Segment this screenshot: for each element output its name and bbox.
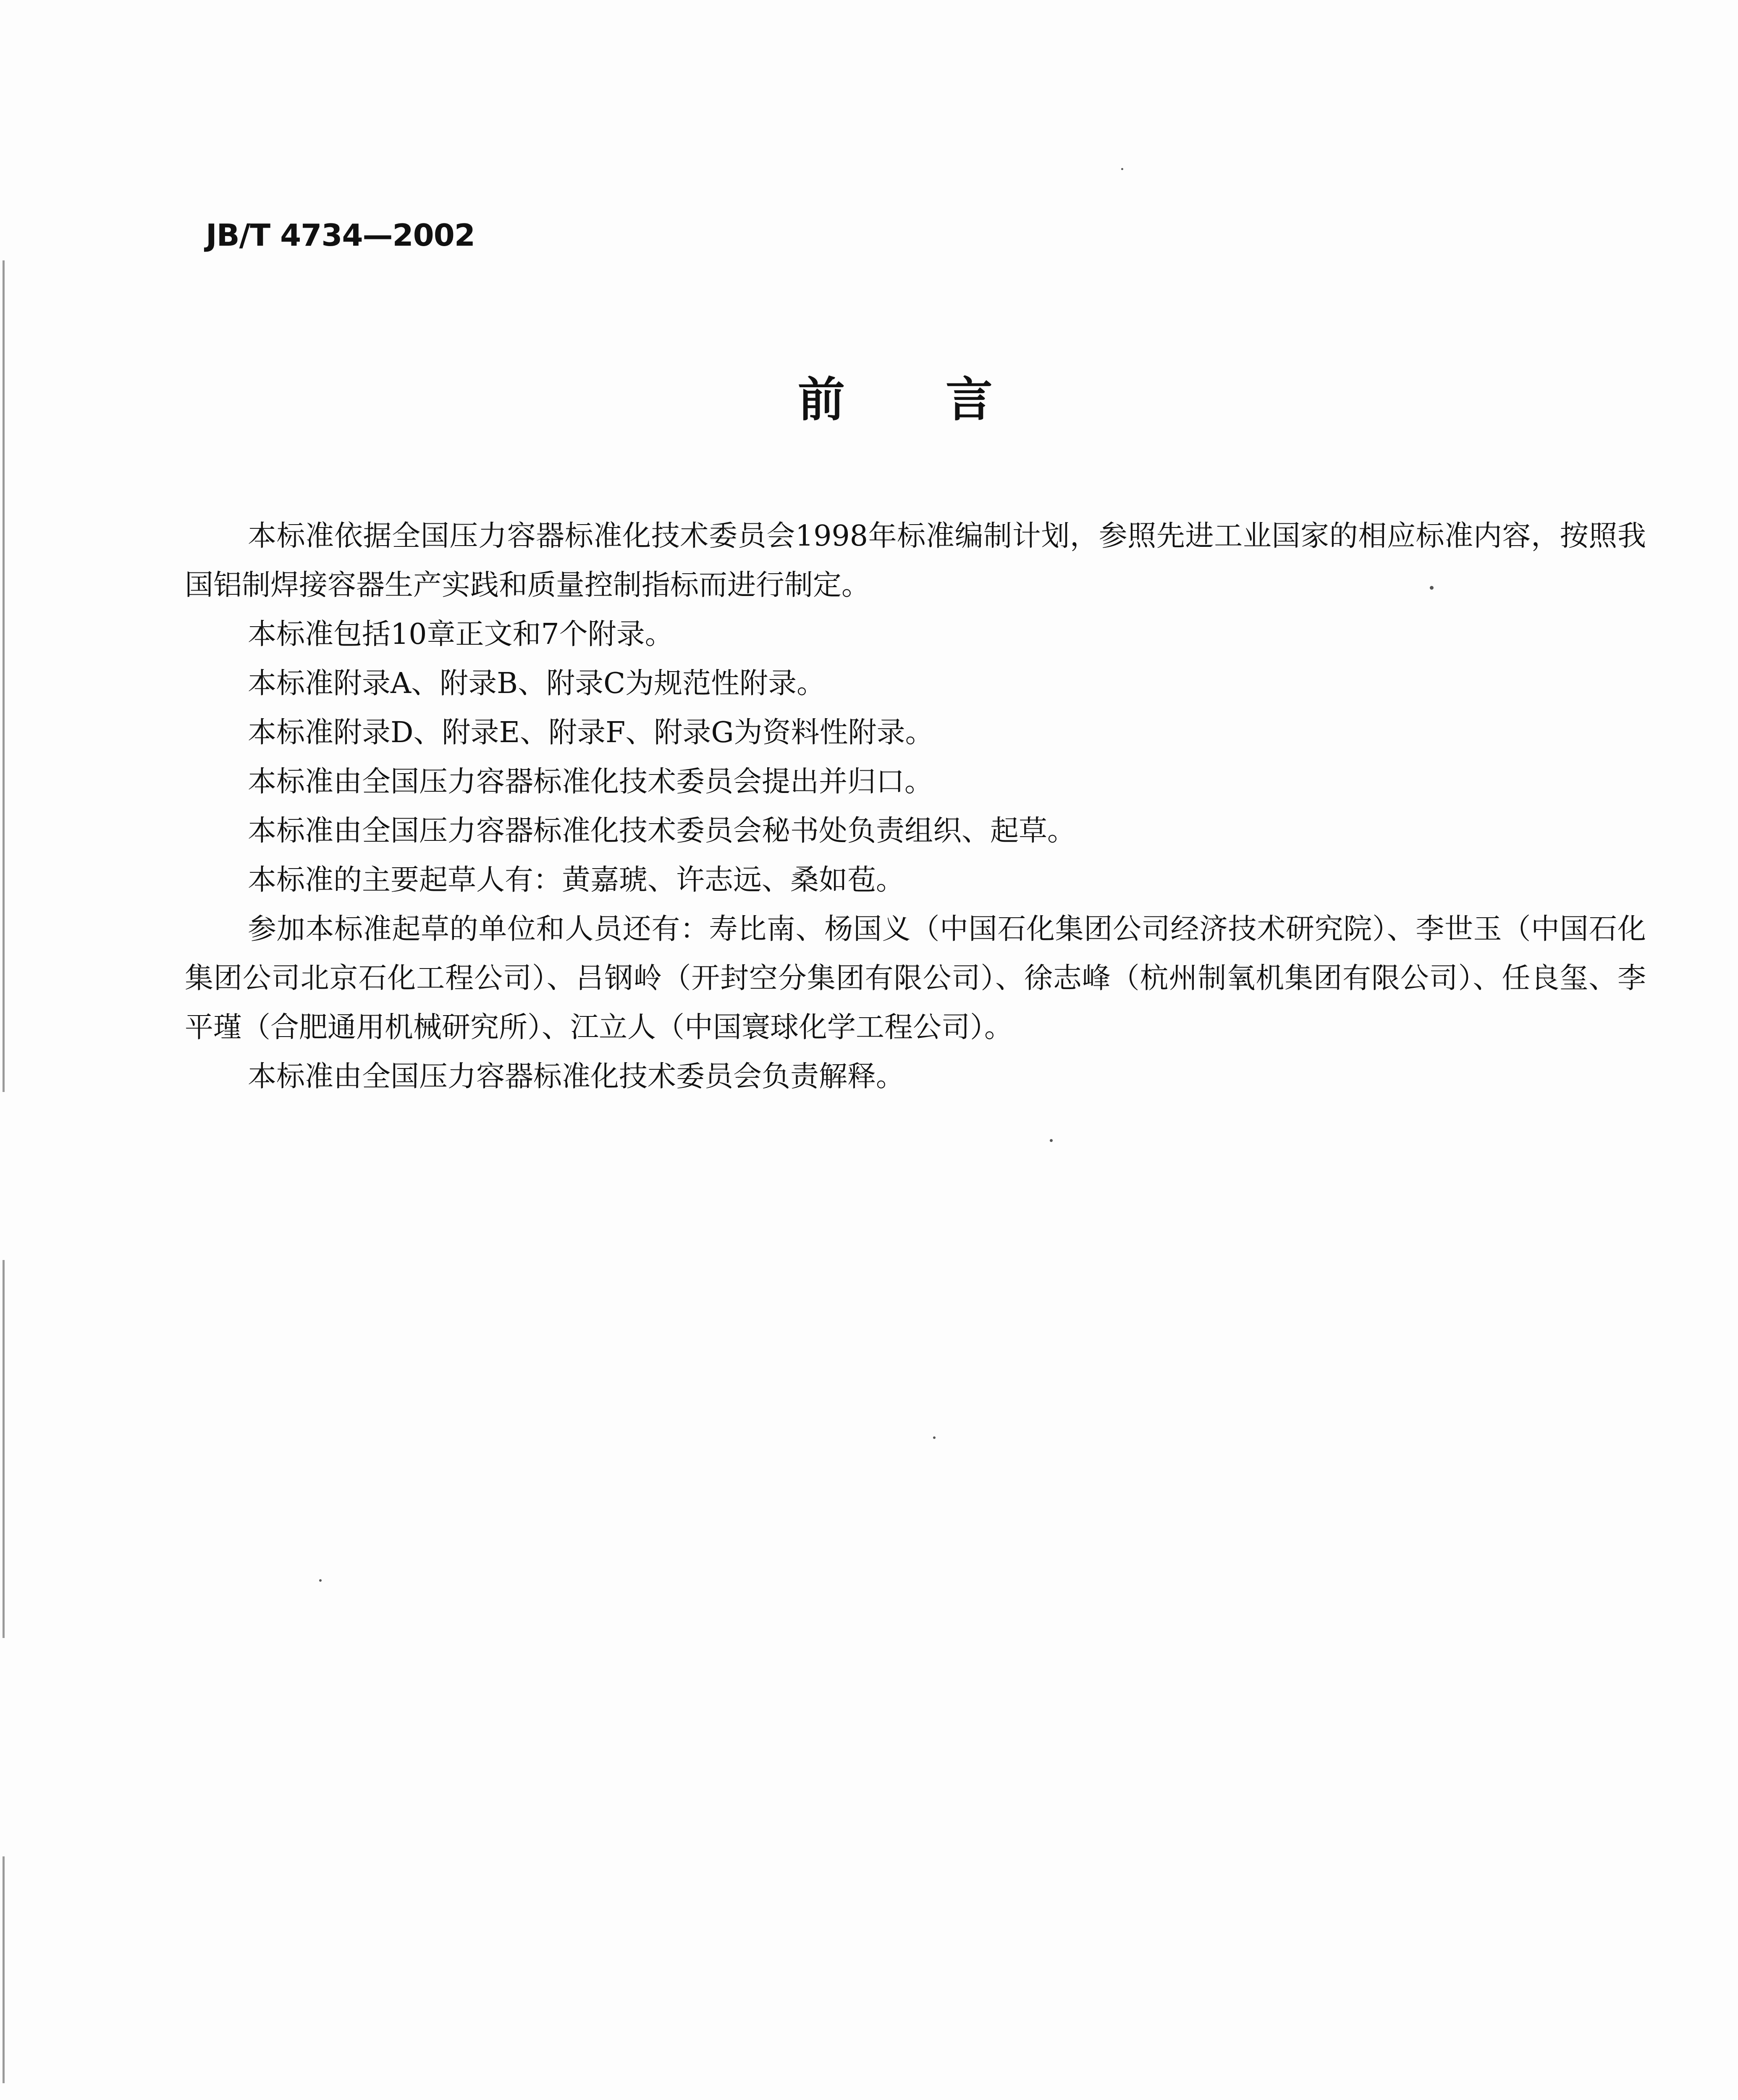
- scan-speck: [1430, 586, 1434, 590]
- paragraph-1: 本标准依据全国压力容器标准化技术委员会1998年标准编制计划，参照先进工业国家的相应标准内容，按照我国铝制焊接容器生产实践和质量控制指标而进行制定。: [185, 520, 1646, 602]
- paragraph-5: 本标准由全国压力容器标准化技术委员会提出并归口。: [248, 765, 933, 798]
- paragraph-2: 本标准包括10章正文和7个附录。: [248, 618, 674, 651]
- paragraph-9: 本标准由全国压力容器标准化技术委员会负责解释。: [248, 1060, 905, 1093]
- scan-speck: [319, 1579, 322, 1582]
- paragraph-6: 本标准由全国压力容器标准化技术委员会秘书处负责组织、起草。: [248, 814, 1076, 848]
- scan-edge-mark: [3, 1260, 5, 1638]
- paragraph-7: 本标准的主要起草人有：黄嘉琥、许志远、桑如苞。: [248, 864, 905, 897]
- page-title: 前言: [798, 373, 1093, 427]
- scan-speck: [1121, 168, 1123, 170]
- paragraph-3: 本标准附录A、附录B、附录C为规范性附录。: [248, 667, 826, 700]
- paragraph-4: 本标准附录D、附录E、附录F、附录G为资料性附录。: [248, 716, 934, 749]
- scan-edge-mark: [3, 260, 5, 1092]
- foreword-body: [185, 512, 1646, 1101]
- paragraph-8: 参加本标准起草的单位和人员还有：寿比南、杨国义（中国石化集团公司经济技术研究院）、李世玉（中国石化集团公司北京石化工程公司）、吕钢岭（开封空分集团有限公司）、徐志峰（杭州制氧机集团有限公司）、任良玺、李平瑾（合肥通用机械研究所）、江立人（中国寰球化学工程公司）。: [185, 913, 1646, 1044]
- scan-speck: [933, 1436, 936, 1439]
- scan-speck: [1050, 1139, 1053, 1142]
- scan-edge-mark: [3, 1856, 5, 2083]
- standard-code: JB/T 4734—2002: [206, 218, 475, 253]
